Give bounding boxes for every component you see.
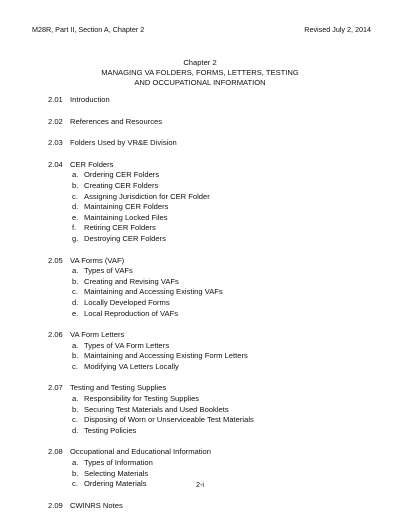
subsection-letter: c.: [72, 191, 78, 201]
subsection-letter: d.: [72, 202, 79, 212]
subsection-item: [48, 170, 378, 181]
subsection-letter: b.: [72, 180, 79, 190]
toc-section-heading: [48, 383, 378, 394]
subsection-title: Creating and Revising VAFs: [84, 276, 179, 286]
chapter-title-line-2: AND OCCUPATIONAL INFORMATION: [134, 78, 266, 87]
subsection-item: [48, 192, 378, 203]
subsection-letter: c.: [72, 287, 78, 297]
subsection-title: Creating CER Folders: [84, 180, 159, 190]
subsection-letter: c.: [72, 361, 78, 371]
toc-section: [48, 138, 378, 149]
subsection-item: [48, 234, 378, 245]
section-number: 2.05: [48, 255, 63, 265]
subsection-title: Ordering CER Folders: [84, 170, 160, 180]
toc-section: [48, 117, 378, 128]
subsection-item: [48, 362, 378, 373]
subsection-title: Responsibility for Testing Supplies: [84, 394, 200, 404]
toc-section: [48, 501, 378, 512]
subsection-title: Selecting Materials: [84, 468, 149, 478]
subsection-item: [48, 287, 378, 298]
subsection-item: [48, 181, 378, 192]
section-title: Testing and Testing Supplies: [70, 383, 167, 393]
page-number: 2-i: [196, 480, 204, 489]
subsection-title: Locally Developed Forms: [84, 297, 170, 307]
toc-section-heading: [48, 501, 378, 512]
header-document-reference: M28R, Part II, Section A, Chapter 2: [32, 25, 145, 34]
table-of-contents: [48, 95, 378, 522]
subsection-title: Types of VA Form Letters: [84, 340, 170, 350]
subsection-letter: b.: [72, 276, 79, 286]
section-number: 2.01: [48, 95, 63, 104]
section-title: CWINRS Notes: [70, 500, 123, 510]
subsection-title: Retiring CER Folders: [84, 223, 156, 233]
subsection-item: [48, 415, 378, 426]
toc-section-heading: [48, 256, 378, 267]
header-revision-date: Revised July 2, 2014: [304, 25, 371, 34]
toc-section-heading: [48, 330, 378, 341]
subsection-title: Maintaining and Accessing Existing Form Letters: [84, 351, 248, 361]
subsection-letter: b.: [72, 468, 79, 478]
subsection-letter: a.: [72, 266, 79, 276]
subsection-item: [48, 223, 378, 234]
subsection-list: [48, 341, 378, 373]
subsection-letter: g.: [72, 233, 79, 243]
subsection-item: [48, 309, 378, 320]
subsection-letter: a.: [72, 394, 79, 404]
subsection-item: [48, 341, 378, 352]
subsection-letter: c.: [72, 479, 78, 489]
subsection-item: [48, 351, 378, 362]
section-title: Occupational and Educational Information: [70, 447, 211, 457]
subsection-letter: c.: [72, 415, 78, 425]
chapter-title-block: [0, 58, 400, 88]
subsection-letter: b.: [72, 351, 79, 361]
subsection-letter: a.: [72, 458, 79, 468]
subsection-item: [48, 394, 378, 405]
subsection-letter: d.: [72, 425, 79, 435]
section-number: 2.09: [48, 500, 63, 510]
subsection-letter: b.: [72, 404, 79, 414]
subsection-item: [48, 426, 378, 437]
chapter-title-line-1: MANAGING VA FOLDERS, FORMS, LETTERS, TESTING: [101, 68, 299, 77]
page-header: [32, 25, 371, 35]
section-title: Introduction: [70, 95, 110, 104]
subsection-title: Ordering Materials: [84, 479, 147, 489]
section-number: 2.03: [48, 138, 63, 148]
toc-section: [48, 95, 378, 106]
toc-section-heading: [48, 117, 378, 128]
subsection-item: [48, 469, 378, 480]
subsection-item: [48, 213, 378, 224]
subsection-title: Destroying CER Folders: [84, 233, 166, 243]
section-number: 2.02: [48, 116, 63, 126]
toc-section-heading: [48, 95, 378, 106]
toc-section: [48, 160, 378, 245]
subsection-item: [48, 277, 378, 288]
chapter-number: Chapter 2: [183, 58, 217, 67]
subsection-title: Types of VAFs: [84, 266, 133, 276]
subsection-title: Disposing of Worn or Unserviceable Test Materials: [84, 415, 254, 425]
subsection-list: [48, 266, 378, 319]
subsection-title: Maintaining CER Folders: [84, 202, 169, 212]
section-title: VA Form Letters: [70, 330, 125, 340]
subsection-letter: e.: [72, 308, 79, 318]
subsection-letter: f.: [72, 223, 77, 233]
subsection-letter: a.: [72, 340, 79, 350]
subsection-title: Local Reproduction of VAFs: [84, 308, 178, 318]
toc-section-heading: [48, 138, 378, 149]
section-title: Folders Used by VR&E Division: [70, 138, 177, 148]
subsection-title: Assigning Jurisdiction for CER Folder: [84, 191, 210, 201]
subsection-list: [48, 394, 378, 436]
section-title: CER Folders: [70, 159, 114, 169]
subsection-item: [48, 298, 378, 309]
subsection-title: Modifying VA Letters Locally: [84, 361, 179, 371]
subsection-item: [48, 458, 378, 469]
section-number: 2.07: [48, 383, 63, 393]
section-title: References and Resources: [70, 116, 163, 126]
section-number: 2.08: [48, 447, 63, 457]
subsection-title: Maintaining and Accessing Existing VAFs: [84, 287, 223, 297]
toc-section-heading: [48, 160, 378, 171]
subsection-item: [48, 405, 378, 416]
subsection-item: [48, 202, 378, 213]
subsection-title: Maintaining Locked Files: [84, 212, 168, 222]
subsection-title: Securing Test Materials and Used Booklets: [84, 404, 229, 414]
subsection-item: [48, 266, 378, 277]
section-number: 2.06: [48, 330, 63, 340]
subsection-letter: a.: [72, 170, 79, 180]
subsection-title: Testing Policies: [84, 425, 137, 435]
toc-section-heading: [48, 447, 378, 458]
toc-section: [48, 330, 378, 372]
toc-section: [48, 256, 378, 320]
section-title: VA Forms (VAF): [70, 255, 125, 265]
toc-section: [48, 383, 378, 436]
subsection-letter: d.: [72, 297, 79, 307]
section-number: 2.04: [48, 159, 63, 169]
subsection-list: [48, 170, 378, 244]
subsection-title: Types of Information: [84, 458, 153, 468]
subsection-letter: e.: [72, 212, 79, 222]
